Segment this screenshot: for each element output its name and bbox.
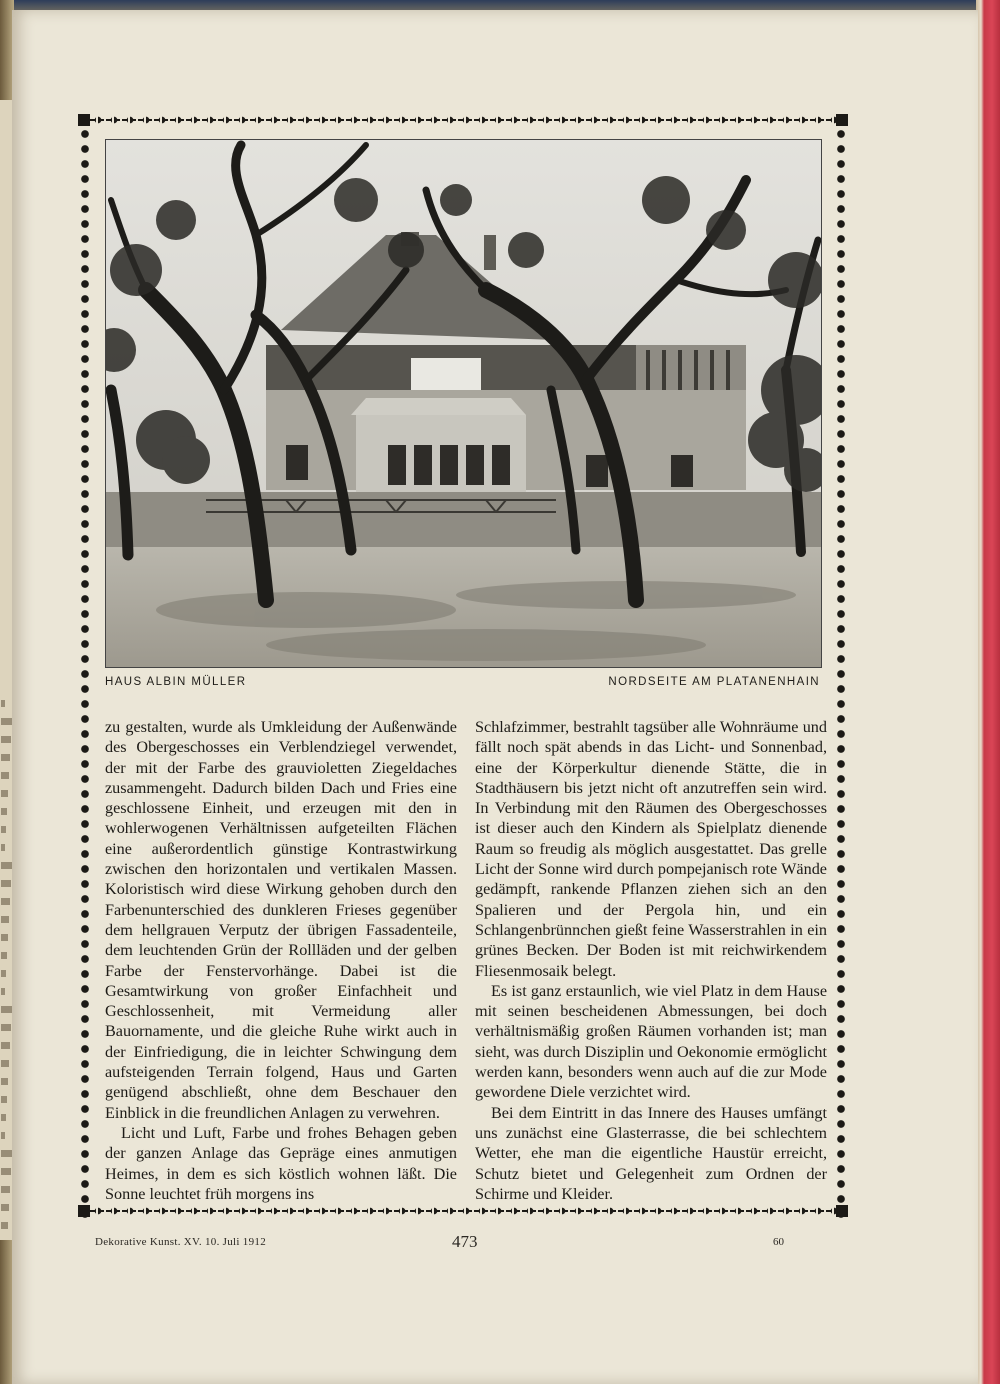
text-column-right <box>475 717 827 1204</box>
previous-page-text-fragment <box>1 916 9 923</box>
previous-page-text-fragment <box>1 1024 11 1031</box>
photo-caption-left: HAUS ALBIN MÜLLER <box>105 676 247 688</box>
previous-page-text-fragment <box>1 790 8 797</box>
paragraph: zu gestalten, wurde als Umkleidung der Außenwände des Obergeschosses ein Verblendziegel verwendet, der mit der Farbe des grauvioletten Ziegeldaches zusammengeht. Dadurch bilden Dach und Fries eine geschlossene Einheit, und erzeugen mit den in wohlerwogenen Verhältnissen aufgeteilten Flächen eine außerordentlich günstige Kontrastwirkung zwischen den horizontalen und vertikalen Massen. Koloristisch wird diese Wirkung gehoben durch den Farbenunterschied des dunkleren Frieses gegenüber dem hellgrauen Verputz der übrigen Fassadenteile, dem leuchtenden Grün der Rollläden und der gelben Farbe der Fenstervorhänge. Dabei ist die Gesamtwirkung von großer Einfachheit und Geschlossenheit, mit Vermeidung aller Bauornamente, und die gleiche Ruhe wirkt auch in der Einfriedigung, die in leichter Schwingung dem aufsteigenden Terrain folgend, Haus und Garten genügend abschließt, ohne dem Beschauer den Einblick in die freundlichen Anlagen zu verwehren. <box>105 718 457 1122</box>
previous-page-text-fragment <box>1 952 7 959</box>
previous-page-text-fragment <box>1 1204 9 1211</box>
previous-page-text-fragment <box>1 970 6 977</box>
previous-page-text-fragment <box>1 862 12 869</box>
border-corner <box>836 114 848 126</box>
previous-page-text-fragment <box>1 718 12 725</box>
paragraph: Schlafzimmer, bestrahlt tagsüber alle Wohnräume und fällt noch spät abends in das Licht- und Sonnenbad, eine der Körperkultur dienende Stätte, die in Stadthäusern bis jetzt nicht oft anzutreffen sein wird. In Verbindung mit den Räumen des Obergeschosses ist dieser auch den Kindern als Spielplatz dienende Raum so freudig als möglich ausgestattet. Das grelle Licht der Sonne wird durch pompejanisch rote Wände gedämpft, rankende Pflanzen ziehen sich an den Spalieren und der Pergola hin, und ein Schlangenbrünnchen gießt feine Wasserstrahlen in ein grünes Becken. Der Boden ist mit reichwirkendem Fliesenmosaik belegt. <box>475 718 827 980</box>
previous-page-text-fragment <box>1 1222 8 1229</box>
previous-page-text-fragment <box>1 1132 5 1139</box>
house-photograph <box>105 139 822 668</box>
previous-page-text-fragment <box>1 1168 11 1175</box>
previous-page-text-fragment <box>1 808 7 815</box>
paragraph: Es ist ganz erstaunlich, wie viel Platz in dem Hause mit seinen bescheidenen Abmessungen, bei doch verhältnismäßig großen Räumen vorhanden ist; man sieht, was durch Disziplin und Oekonomie ermöglicht werden kann, besonders wenn auch auf die zur Mode gewordene Diele verzichtet wird. <box>475 981 827 1102</box>
border-left <box>78 113 92 1218</box>
paragraph: Licht und Luft, Farbe und frohes Behagen geben der ganzen Anlage das Gepräge eines anmutigen Heimes, in dem es sich köstlich wohnen läßt. Die Sonne leuchtet früh morgens ins <box>105 1123 457 1203</box>
journal-citation: Dekorative Kunst. XV. 10. Juli 1912 <box>95 1236 267 1248</box>
text-column-left <box>105 717 457 1204</box>
page-number: 473 <box>452 1232 478 1251</box>
border-corner <box>78 1205 90 1217</box>
book-cover-edge <box>976 0 1000 1384</box>
border-bottom <box>78 1204 848 1218</box>
border-right <box>834 113 848 1218</box>
previous-page-text-fragment <box>1 1150 12 1157</box>
previous-page-text-fragment <box>1 1042 10 1049</box>
previous-page-text-fragment <box>1 988 5 995</box>
previous-page-text-fragment <box>1 934 8 941</box>
previous-page-text-fragment <box>1 1078 8 1085</box>
previous-page-text-fragment <box>1 1096 7 1103</box>
border-corner <box>836 1205 848 1217</box>
sheet-number: 60 <box>773 1236 784 1248</box>
previous-page-text-fragment <box>1 1186 10 1193</box>
previous-page-text-fragment <box>1 754 10 761</box>
previous-page-text-fragment <box>1 826 6 833</box>
previous-page-text-fragment <box>1 1114 6 1121</box>
previous-page-text-fragment <box>1 844 5 851</box>
previous-page-text-fragment <box>1 898 10 905</box>
border-corner <box>78 114 90 126</box>
photo-caption-right: NORDSEITE AM PLATANENHAIN <box>608 676 820 688</box>
previous-page-text-fragment <box>1 1060 9 1067</box>
paragraph: Bei dem Eintritt in das Innere des Hauses umfängt uns zunächst eine Glasterrasse, die bei schlechtem Wetter, ehe man die eigentliche Haustür erreicht, Schutz bietet und Gelegenheit zum Ordnen der Schirme und Kleider. <box>475 1103 827 1203</box>
previous-page-edge <box>0 100 12 1240</box>
previous-page-text-fragment <box>1 736 11 743</box>
previous-page-text-fragment <box>1 700 5 707</box>
previous-page-text-fragment <box>1 880 11 887</box>
previous-page-text-fragment <box>1 772 9 779</box>
previous-page-text-fragment <box>1 1006 12 1013</box>
border-top <box>78 113 848 127</box>
